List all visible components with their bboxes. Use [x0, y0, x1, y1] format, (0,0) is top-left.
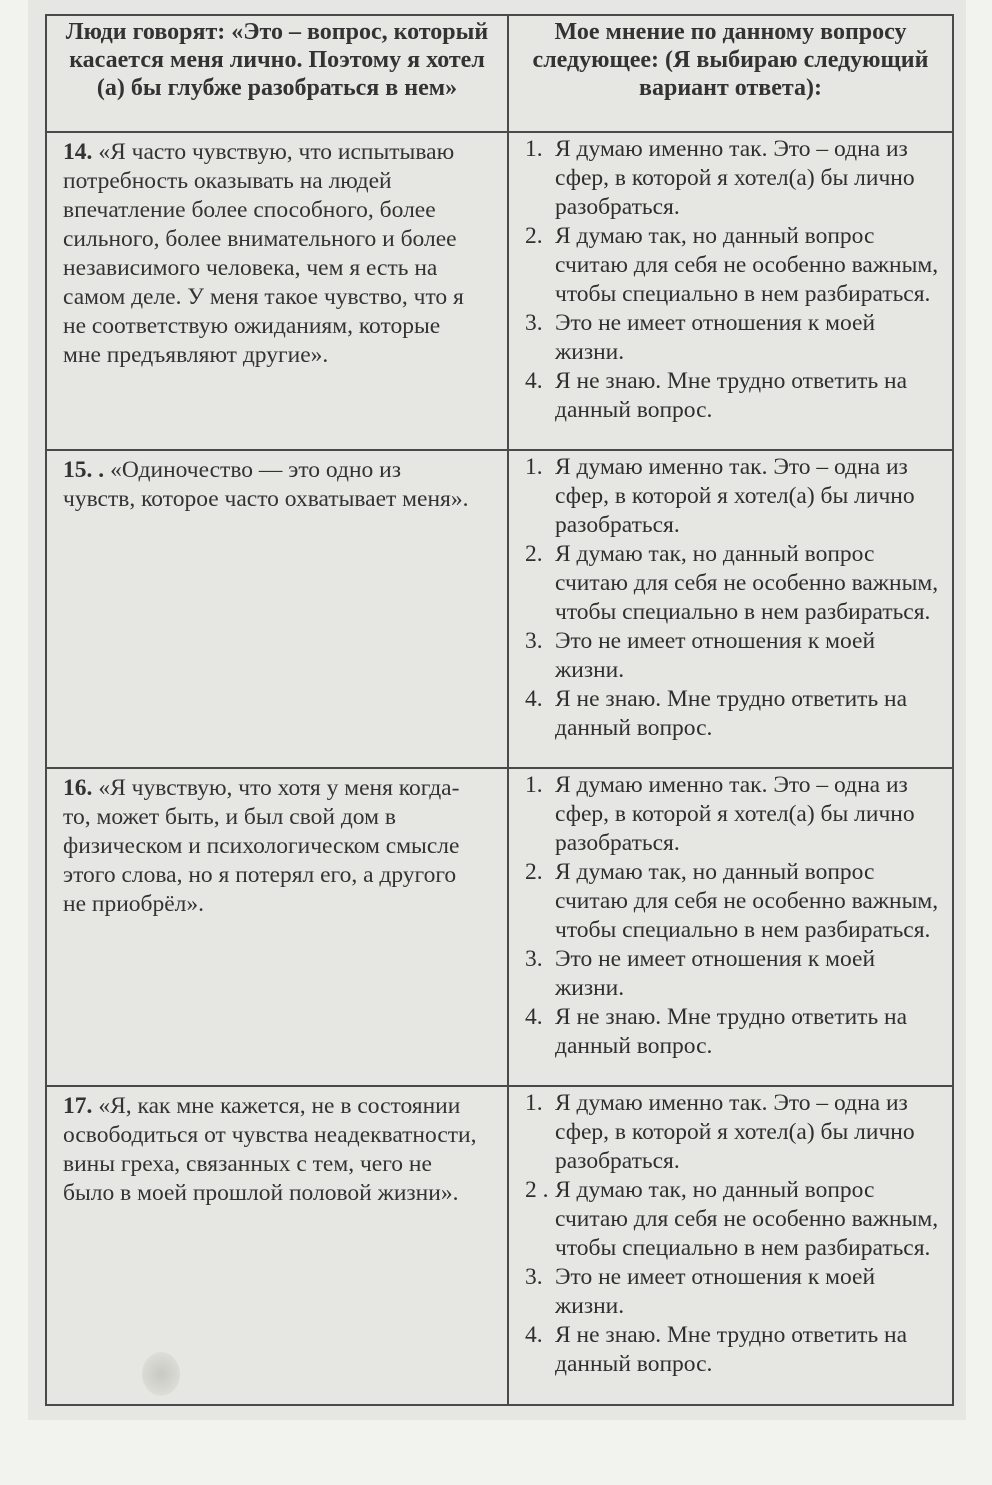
option-text: Я думаю именно так. Это – одна из сфер, в которой я хотел(а) бы лично разобраться.	[555, 454, 915, 538]
answer-option	[525, 685, 940, 743]
question-row-14	[46, 132, 953, 450]
answer-options	[509, 1087, 952, 1379]
answer-option	[525, 135, 940, 222]
header-opinion-column: Мое мнение по данному вопросу следующее: (Я выбираю следующий вариант ответа):	[508, 15, 953, 132]
option-text: Это не имеет отношения к моей жизни.	[555, 946, 876, 1001]
option-number: 2 .	[525, 1177, 549, 1203]
statement-cell	[46, 768, 508, 1086]
answer-option	[525, 1263, 940, 1321]
answer-option	[525, 627, 940, 685]
answer-option	[525, 222, 940, 309]
option-text: Я думаю именно так. Это – одна из сфер, в которой я хотел(а) бы лично разобраться.	[555, 136, 915, 220]
option-text: Это не имеет отношения к моей жизни.	[555, 310, 876, 365]
statement-text: «Я чувствую, что хотя у меня когда-то, может быть, и был свой дом в физическом и психологическом смысле этого слова, но я потерял его, а другого не приобрёл».	[63, 775, 460, 917]
options-cell	[508, 132, 953, 450]
option-number: 4.	[525, 686, 543, 712]
question-row-17	[46, 1086, 953, 1405]
option-number: 3.	[525, 310, 543, 336]
questionnaire-table	[45, 14, 954, 1406]
statement-cell	[46, 450, 508, 768]
statement-cell	[46, 1086, 508, 1405]
option-number: 1.	[525, 772, 543, 798]
option-number: 4.	[525, 368, 543, 394]
option-number: 1.	[525, 1090, 543, 1116]
answer-option	[525, 1089, 940, 1176]
answer-option	[525, 453, 940, 540]
options-cell	[508, 768, 953, 1086]
option-text: Это не имеет отношения к моей жизни.	[555, 1264, 876, 1319]
statement-text: «Одиночество — это одно из чувств, которое часто охватывает меня».	[63, 457, 469, 512]
question-number: 15. .	[63, 457, 105, 483]
option-text: Я думаю так, но данный вопрос считаю для себя не особенно важным, чтобы специально в нем разбираться.	[555, 223, 939, 307]
option-number: 3.	[525, 1264, 543, 1290]
option-text: Я не знаю. Мне трудно ответить на данный вопрос.	[555, 686, 908, 741]
answer-option	[525, 309, 940, 367]
answer-option	[525, 1003, 940, 1061]
option-text: Я не знаю. Мне трудно ответить на данный вопрос.	[555, 1004, 908, 1059]
statement-cell	[46, 132, 508, 450]
question-row-16	[46, 768, 953, 1086]
option-number: 3.	[525, 946, 543, 972]
option-text: Я думаю именно так. Это – одна из сфер, в которой я хотел(а) бы лично разобраться.	[555, 1090, 915, 1174]
answer-option	[525, 540, 940, 627]
scan-smudge	[142, 1352, 180, 1396]
option-text: Я думаю так, но данный вопрос считаю для себя не особенно важным, чтобы специально в нем разбираться.	[555, 1177, 939, 1261]
answer-option	[525, 367, 940, 425]
option-text: Я думаю так, но данный вопрос считаю для себя не особенно важным, чтобы специально в нем разбираться.	[555, 541, 939, 625]
option-text: Я не знаю. Мне трудно ответить на данный вопрос.	[555, 368, 908, 423]
statement-text: «Я, как мне кажется, не в состоянии освободиться от чувства неадекватности, вины греха, связанных с тем, чего не было в моей прошлой половой жизни».	[63, 1093, 477, 1206]
option-text: Я не знаю. Мне трудно ответить на данный вопрос.	[555, 1322, 908, 1377]
option-number: 2.	[525, 223, 543, 249]
option-number: 1.	[525, 454, 543, 480]
option-text: Я думаю так, но данный вопрос считаю для себя не особенно важным, чтобы специально в нем разбираться.	[555, 859, 939, 943]
option-number: 2.	[525, 859, 543, 885]
options-cell	[508, 450, 953, 768]
question-number: 16.	[63, 775, 93, 801]
answer-option	[525, 771, 940, 858]
answer-option	[525, 1176, 940, 1263]
option-number: 2.	[525, 541, 543, 567]
question-number: 17.	[63, 1093, 93, 1119]
header-row	[46, 15, 953, 132]
question-number: 14.	[63, 139, 93, 165]
option-text: Это не имеет отношения к моей жизни.	[555, 628, 876, 683]
header-statement-column: Люди говорят: «Это – вопрос, который касается меня лично. Поэтому я хотел (а) бы глубже разобраться в нем»	[46, 15, 508, 132]
answer-options	[509, 133, 952, 425]
answer-options	[509, 451, 952, 743]
answer-options	[509, 769, 952, 1061]
answer-option	[525, 1321, 940, 1379]
answer-option	[525, 858, 940, 945]
answer-option	[525, 945, 940, 1003]
option-number: 4.	[525, 1004, 543, 1030]
option-number: 3.	[525, 628, 543, 654]
options-cell	[508, 1086, 953, 1405]
option-text: Я думаю именно так. Это – одна из сфер, в которой я хотел(а) бы лично разобраться.	[555, 772, 915, 856]
statement-text: «Я часто чувствую, что испытываю потребность оказывать на людей впечатление более способного, более сильного, более внимательного и более независимого человека, чем я есть на самом деле. У меня такое чувство, что я не соответствую ожиданиям, которые мне предъявляют другие».	[63, 139, 464, 368]
option-number: 1.	[525, 136, 543, 162]
question-row-15	[46, 450, 953, 768]
option-number: 4.	[525, 1322, 543, 1348]
